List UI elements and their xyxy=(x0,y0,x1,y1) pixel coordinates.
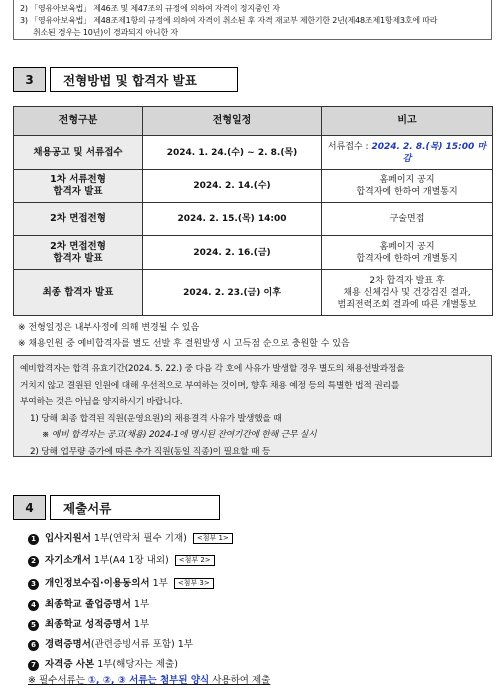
column-header: 비고 xyxy=(322,107,493,136)
document-detail: 1부 xyxy=(149,578,168,589)
note-prefix: 서류접수 : xyxy=(327,141,372,152)
document-detail: 1부(해당자는 제출) xyxy=(94,659,178,670)
attachment-tag: <첨부 3> xyxy=(174,578,214,589)
row-date: 2024. 2. 14.(수) xyxy=(143,170,322,203)
row-category: 최종 합격자 발표 xyxy=(14,270,143,316)
table-row xyxy=(14,236,493,270)
note-line: 합격자에 한하여 개별통지 xyxy=(356,253,458,264)
row-date: 2024. 2. 15.(목) 14:00 xyxy=(143,203,322,236)
document-name: 최종학교 졸업증명서 xyxy=(45,599,131,610)
document-name: 자격증 사본 xyxy=(45,659,95,670)
section-3-header xyxy=(13,67,238,92)
document-detail: 1부(A4 1장 내외) xyxy=(90,555,169,566)
document-detail: (관련증빙서류 포함) 1부 xyxy=(90,639,193,650)
notice-item: 1) 당해 최종 합격된 직원(운영요원)의 채용결격 사유가 발생했을 때 xyxy=(30,413,282,424)
document-item xyxy=(28,575,214,590)
row-category: 2차 면접전형 xyxy=(14,203,143,236)
top-note-line: 2) 「영유아보육법」 제46조 및 제47조의 규정에 의하여 자격이 정지중인 자 xyxy=(20,4,280,13)
row-date: 2024. 2. 16.(금) xyxy=(143,236,322,270)
note-line: 합격자에 한하여 개별통지 xyxy=(356,187,458,197)
notice-item-note: ※ 예비 합격자는 공고(채용) 2024-1에 명시된 잔여기간에 한해 근무 실시 xyxy=(42,430,317,440)
document-detail: 1부(연락처 필수 기재) xyxy=(90,533,187,544)
section-title: 제출서류 xyxy=(50,495,220,520)
section-number: 3 xyxy=(13,67,46,92)
schedule-table xyxy=(13,106,493,316)
deadline-highlight: 2024. 2. 8.(목) 15:00 마감 xyxy=(371,141,487,164)
row-note xyxy=(322,236,493,270)
notice-item: 2) 당해 업무량 증가에 따른 추가 직원(동일 직종)이 필요할 때 등 xyxy=(30,446,271,457)
document-name: 경력증명서 xyxy=(45,639,91,650)
note-line: 홈페이지 공지 xyxy=(379,175,435,185)
final-note-suffix: 사용하여 제출 xyxy=(209,675,271,686)
reserve-candidate-notice xyxy=(13,355,492,457)
top-note-line: 취소된 경우는 10년)이 경과되지 아니한 자 xyxy=(33,28,178,37)
note-line: 채용 신체검사 및 건강검진 결과, xyxy=(343,287,471,298)
document-item xyxy=(28,656,178,671)
notice-line: 예비합격자는 합격 유효기간(2024. 5. 22.) 중 다음 각 호에 사유가 발생할 경우 별도의 채용선발과정을 xyxy=(20,364,405,374)
document-item xyxy=(28,596,149,611)
table-row xyxy=(14,136,493,170)
table-row xyxy=(14,270,493,316)
section-title: 전형방법 및 합격자 발표 xyxy=(50,67,238,92)
document-name: 입사지원서 xyxy=(45,533,91,544)
table-header-row xyxy=(14,107,493,136)
notice-line: 거치지 않고 결원된 인원에 대해 우선적으로 부여하는 것이며, 향후 채용 예정 등의 특별한 법적 권리를 xyxy=(20,380,400,391)
document-name: 개인정보수집·이용동의서 xyxy=(45,578,150,589)
category-line: 합격자 발표 xyxy=(53,252,103,264)
document-item xyxy=(28,616,149,631)
note-line: 범죄전력조회 결과에 따른 개별통보 xyxy=(337,299,477,310)
final-note-highlight: ①, ②, ③ 서류는 첨부된 양식 xyxy=(87,675,210,686)
column-header: 전형일정 xyxy=(143,107,322,136)
document-name: 최종학교 성적증명서 xyxy=(45,619,131,630)
table-row xyxy=(14,203,493,236)
document-item xyxy=(28,636,193,651)
document-detail: 1부 xyxy=(130,619,150,630)
attachment-tag: <첨부 1> xyxy=(193,533,233,544)
top-notes-box xyxy=(13,0,492,40)
row-category xyxy=(14,170,143,203)
number-circle-icon: 5 xyxy=(28,620,39,631)
row-category: 채용공고 및 서류접수 xyxy=(14,136,143,170)
row-note xyxy=(322,170,493,203)
number-circle-icon: 2 xyxy=(28,556,39,567)
column-header: 전형구분 xyxy=(14,107,143,136)
number-circle-icon: 6 xyxy=(28,640,39,651)
document-name: 자기소개서 xyxy=(45,555,91,566)
document-detail: 1부 xyxy=(130,599,150,610)
notice-line: 부여하는 것은 아님을 양지하시기 바랍니다. xyxy=(20,397,183,407)
row-note xyxy=(322,136,493,170)
note-line: 2차 합격자 발표 후 xyxy=(369,275,445,286)
number-circle-icon: 1 xyxy=(28,534,39,545)
category-line: 합격자 발표 xyxy=(53,186,103,197)
required-documents-note xyxy=(28,672,270,686)
row-category xyxy=(14,236,143,270)
row-date: 2024. 1. 24.(수) ~ 2. 8.(목) xyxy=(143,136,322,170)
row-note: 구술면접 xyxy=(322,203,493,236)
number-circle-icon: 3 xyxy=(28,579,39,590)
attachment-tag: <첨부 2> xyxy=(175,555,215,566)
schedule-note: ※ 전형일정은 내부사정에 의해 변경될 수 있음 xyxy=(18,323,200,333)
final-note-prefix: ※ 필수서류는 xyxy=(28,675,88,686)
document-item xyxy=(28,552,215,567)
top-note-line: 3) 「영유아보육법」 제48조제1항의 규정에 의하여 자격이 취소된 후 자격 재교부 제한기한 2년(제48조제1항제3호에 따라 xyxy=(20,16,438,25)
number-circle-icon: 4 xyxy=(28,600,39,611)
category-line: 2차 면접전형 xyxy=(50,240,106,252)
number-circle-icon: 7 xyxy=(28,660,39,671)
category-line: 1차 서류전형 xyxy=(50,174,106,185)
row-note xyxy=(322,270,493,316)
schedule-note: ※ 채용인원 중 예비합격자를 별도 선발 후 결원발생 시 고득점 순으로 충원할 수 있음 xyxy=(18,339,350,349)
table-row xyxy=(14,170,493,203)
document-item xyxy=(28,530,233,545)
row-date: 2024. 2. 23.(금) 이후 xyxy=(143,270,322,316)
note-line: 홈페이지 공지 xyxy=(379,241,435,252)
section-number: 4 xyxy=(13,495,46,520)
section-4-header xyxy=(13,495,220,520)
